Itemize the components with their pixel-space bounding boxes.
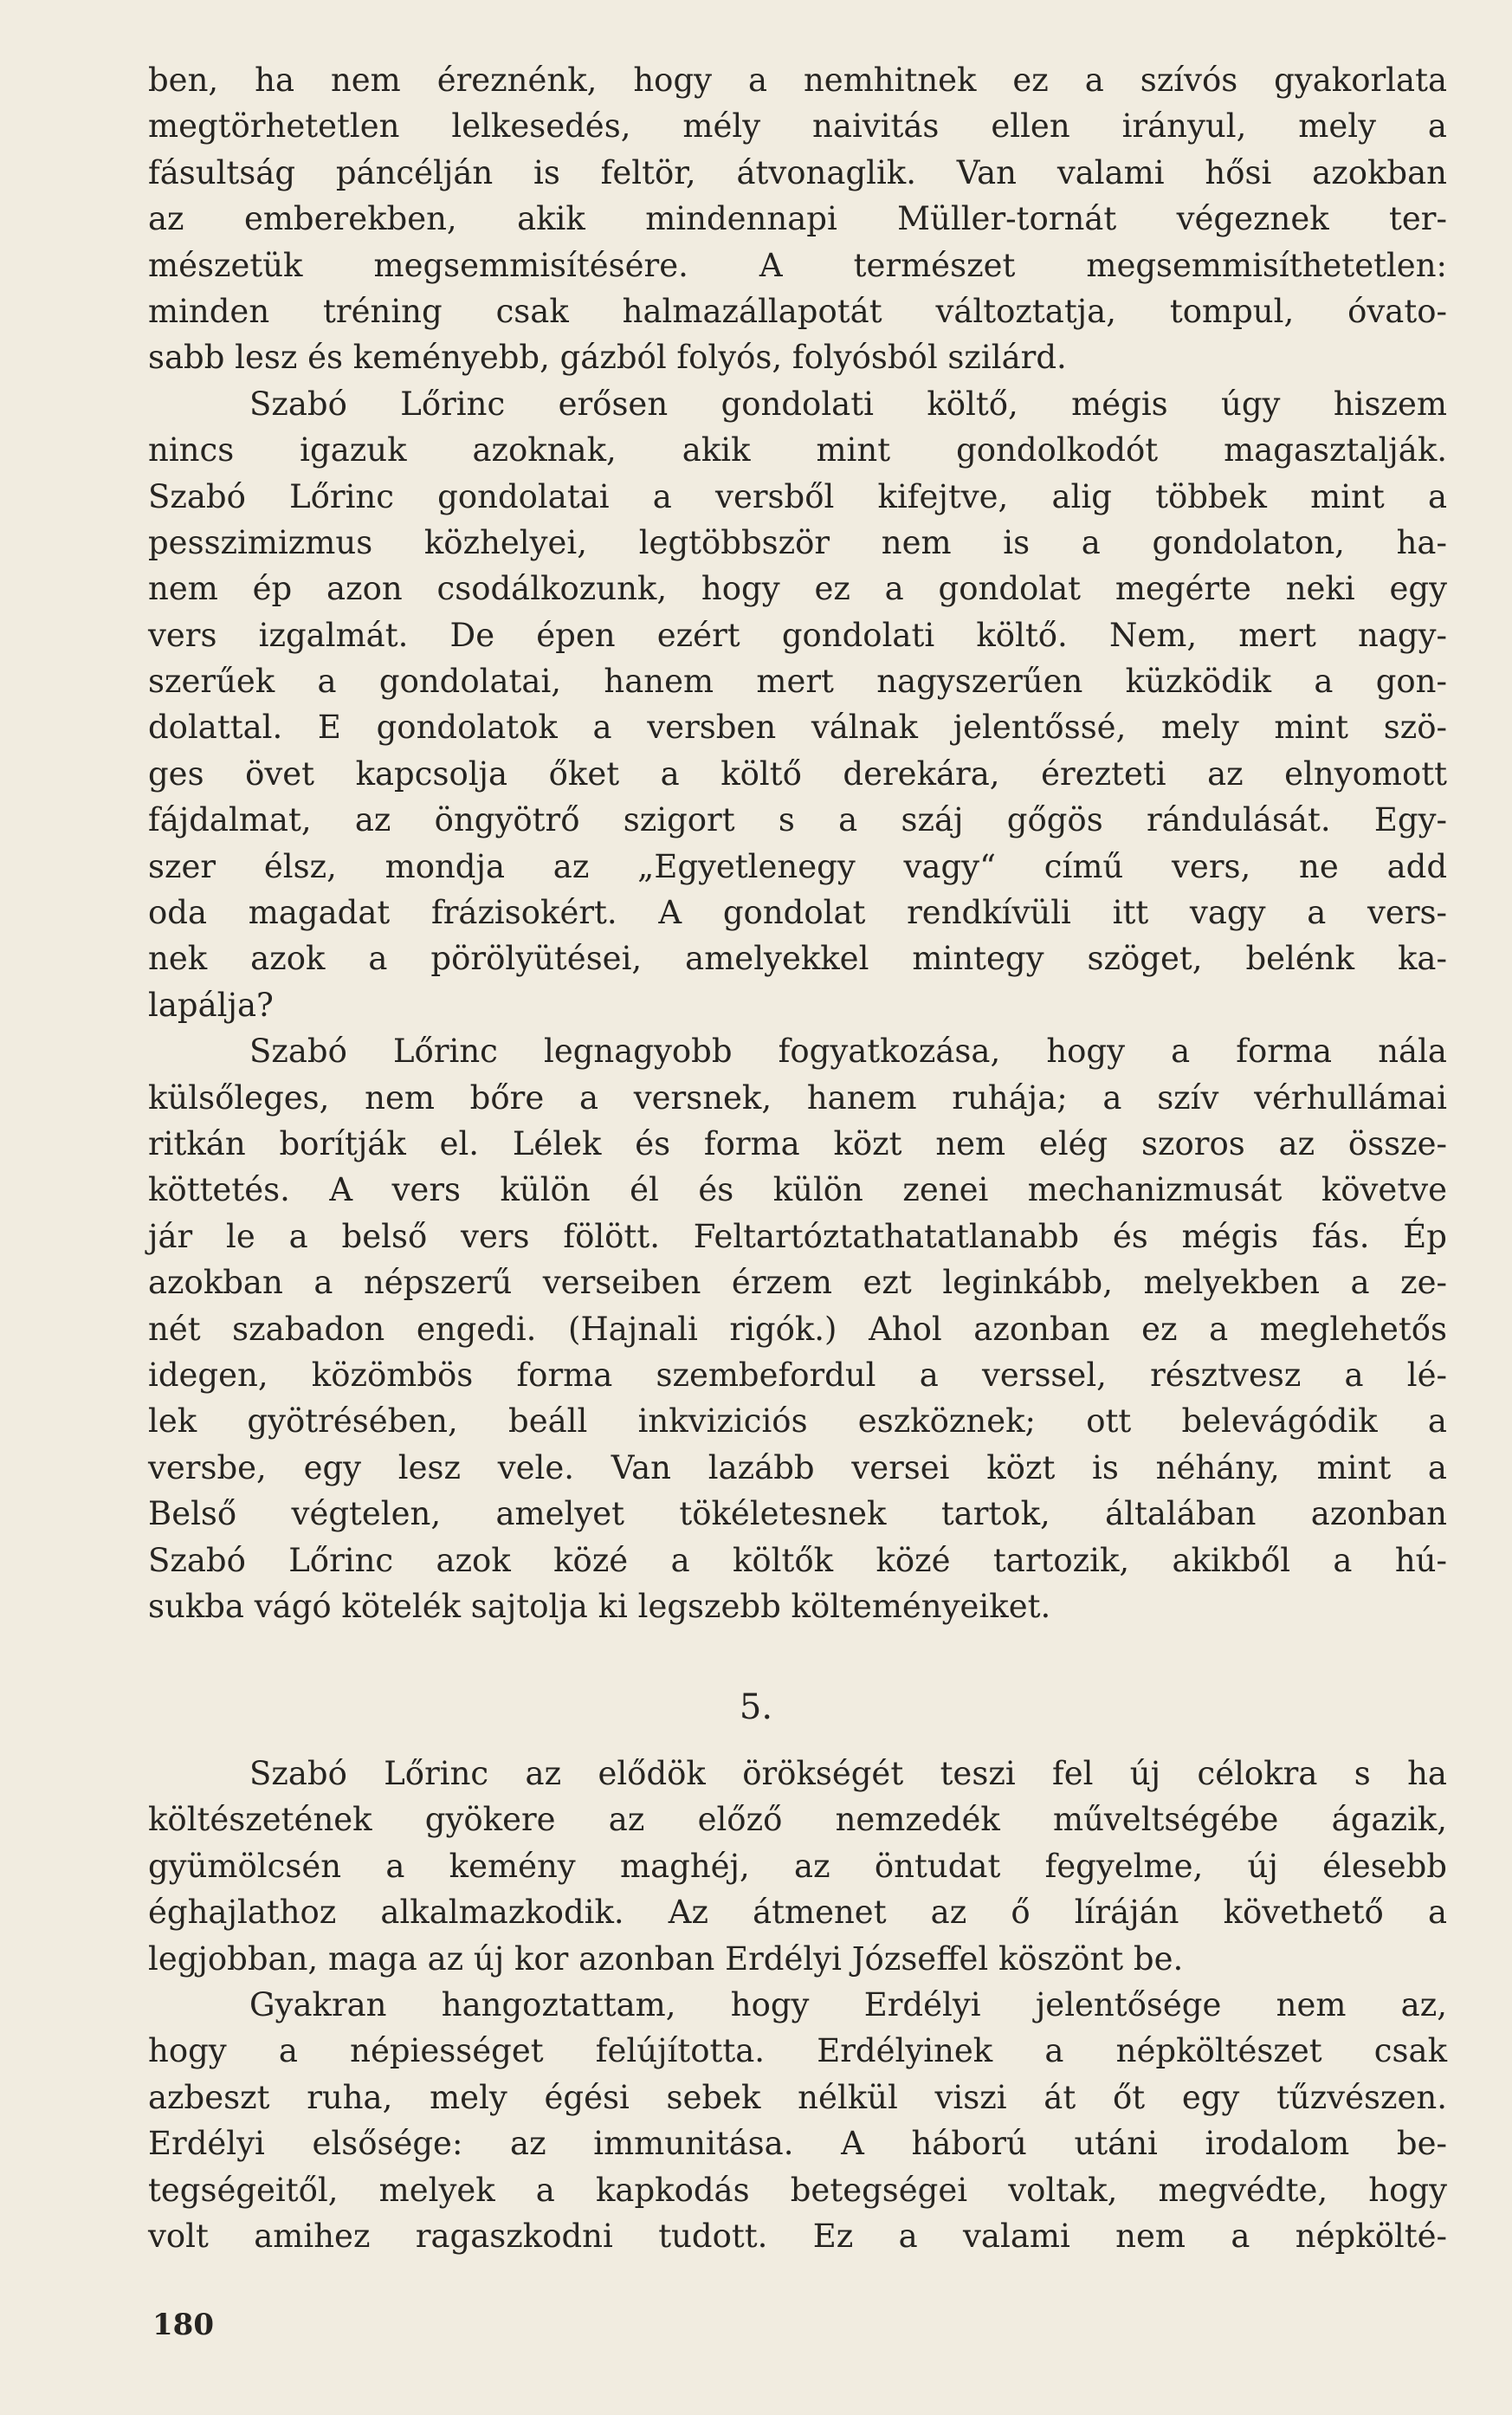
text-line: Szabó Lőrinc legnagyobb fogyatkozása, hogy a forma nála	[249, 1033, 1447, 1071]
text-line: vers izgalmát. De épen ezért gondolati költő. Nem, mert nagy-	[148, 616, 1447, 654]
text-line: lapálja?	[148, 986, 274, 1024]
text-line: lek gyötrésében, beáll inkviziciós eszköznek; ott belevágódik a	[148, 1402, 1447, 1441]
text-line: gyümölcsén a kemény maghéj, az öntudat fegyelme, új élesebb	[148, 1847, 1447, 1885]
text-line: azbeszt ruha, mely égési sebek nélkül viszi át őt egy tűzvészen.	[148, 2078, 1447, 2116]
text-block-main	[148, 57, 1447, 1629]
text-line: nét szabadon engedi. (Hajnali rigók.) Ahol azonban ez a meglehetős	[148, 1310, 1447, 1348]
text-line: megtörhetetlen lelkesedés, mély naivitás ellen irányul, mely a	[148, 107, 1447, 146]
section-number: 5.	[739, 1687, 773, 1727]
text-line: oda magadat frázisokért. A gondolat rendkívüli itt vagy a vers-	[148, 894, 1447, 932]
text-line: pesszimizmus közhelyei, legtöbbször nem is a gondolaton, ha-	[148, 523, 1447, 561]
text-line: köttetés. A vers külön él és külön zenei mechanizmusát követve	[148, 1171, 1447, 1209]
text-line: Erdélyi elsősége: az immunitása. A háború utáni irodalom be-	[148, 2125, 1447, 2163]
text-line: azokban a népszerű verseiben érzem ezt leginkább, melyekben a ze-	[148, 1264, 1447, 1302]
page-number: 180	[152, 2308, 214, 2342]
text-line: mészetük megsemmisítésére. A természet megsemmisíthetetlen:	[148, 246, 1447, 284]
text-line: ritkán borítják el. Lélek és forma közt nem elég szoros az össze-	[148, 1124, 1447, 1162]
text-line: nem ép azon csodálkozunk, hogy ez a gondolat megérte neki egy	[148, 570, 1447, 608]
text-line: nek azok a pörölyütései, amelyekkel mintegy szöget, belénk ka-	[148, 940, 1447, 978]
text-line: ges övet kapcsolja őket a költő derekára, érezteti az elnyomott	[148, 754, 1447, 793]
text-line: dolattal. E gondolatok a versben válnak jelentőssé, mely mint szö-	[148, 709, 1447, 747]
text-line: fájdalmat, az öngyötrő szigort s a száj gőgös rándulását. Egy-	[148, 801, 1447, 839]
text-line: Szabó Lőrinc gondolatai a versből kifejtve, alig többek mint a	[148, 477, 1447, 515]
text-line: az emberekben, akik mindennapi Müller-tornát végeznek ter-	[148, 200, 1447, 238]
text-line: sabb lesz és keményebb, gázból folyós, folyósból szilárd.	[148, 339, 1067, 377]
text-line: Belső végtelen, amelyet tökéletesnek tartok, általában azonban	[148, 1495, 1447, 1533]
text-block-section-5	[148, 1751, 1447, 2259]
text-line: szerűek a gondolatai, hanem mert nagyszerűen küzködik a gon-	[148, 663, 1447, 701]
text-line: külsőleges, nem bőre a versnek, hanem ruhája; a szív vérhullámai	[148, 1078, 1447, 1117]
text-line: versbe, egy lesz vele. Van lazább versei közt is néhány, mint a	[148, 1448, 1447, 1486]
text-line: Szabó Lőrinc erősen gondolati költő, mégis úgy hiszem	[249, 385, 1447, 423]
text-line: fásultság páncélján is feltör, átvonaglik. Van valami hősi azokban	[148, 153, 1447, 191]
text-line: Gyakran hangoztattam, hogy Erdélyi jelentősége nem az,	[249, 1985, 1447, 2023]
text-line: minden tréning csak halmazállapotát változtatja, tompul, óvato-	[148, 292, 1447, 330]
text-line: Szabó Lőrinc azok közé a költők közé tartozik, akikből a hú-	[148, 1541, 1447, 1579]
text-line: hogy a népiességet felújította. Erdélyinek a népköltészet csak	[148, 2032, 1447, 2070]
text-line: sukba vágó kötelék sajtolja ki legszebb költeményeiket.	[148, 1587, 1051, 1625]
text-line: Szabó Lőrinc az elődök örökségét teszi fel új célokra s ha	[249, 1755, 1447, 1792]
text-line: ben, ha nem éreznénk, hogy a nemhitnek ez a szívós gyakorlata	[148, 62, 1447, 99]
text-line: nincs igazuk azoknak, akik mint gondolkodót magasztalják.	[148, 431, 1447, 469]
text-line: jár le a belső vers fölött. Feltartóztathatatlanabb és mégis fás. Ép	[148, 1217, 1447, 1255]
text-line: legjobban, maga az új kor azonban Erdélyi Józseffel köszönt be.	[148, 1939, 1184, 1978]
text-line: éghajlathoz alkalmazkodik. Az átmenet az ő líráján követhető a	[148, 1894, 1447, 1932]
text-line: költészetének gyökere az előző nemzedék műveltségébe ágazik,	[148, 1801, 1447, 1839]
text-line: szer élsz, mondja az „Egyetlenegy vagy“ című vers, ne add	[148, 847, 1447, 885]
text-line: tegségeitől, melyek a kapkodás betegségei voltak, megvédte, hogy	[148, 2171, 1447, 2209]
text-line: volt amihez ragaszkodni tudott. Ez a valami nem a népkölté-	[148, 2217, 1447, 2255]
text-line: idegen, közömbös forma szembefordul a verssel, résztvesz a lé-	[148, 1356, 1447, 1394]
